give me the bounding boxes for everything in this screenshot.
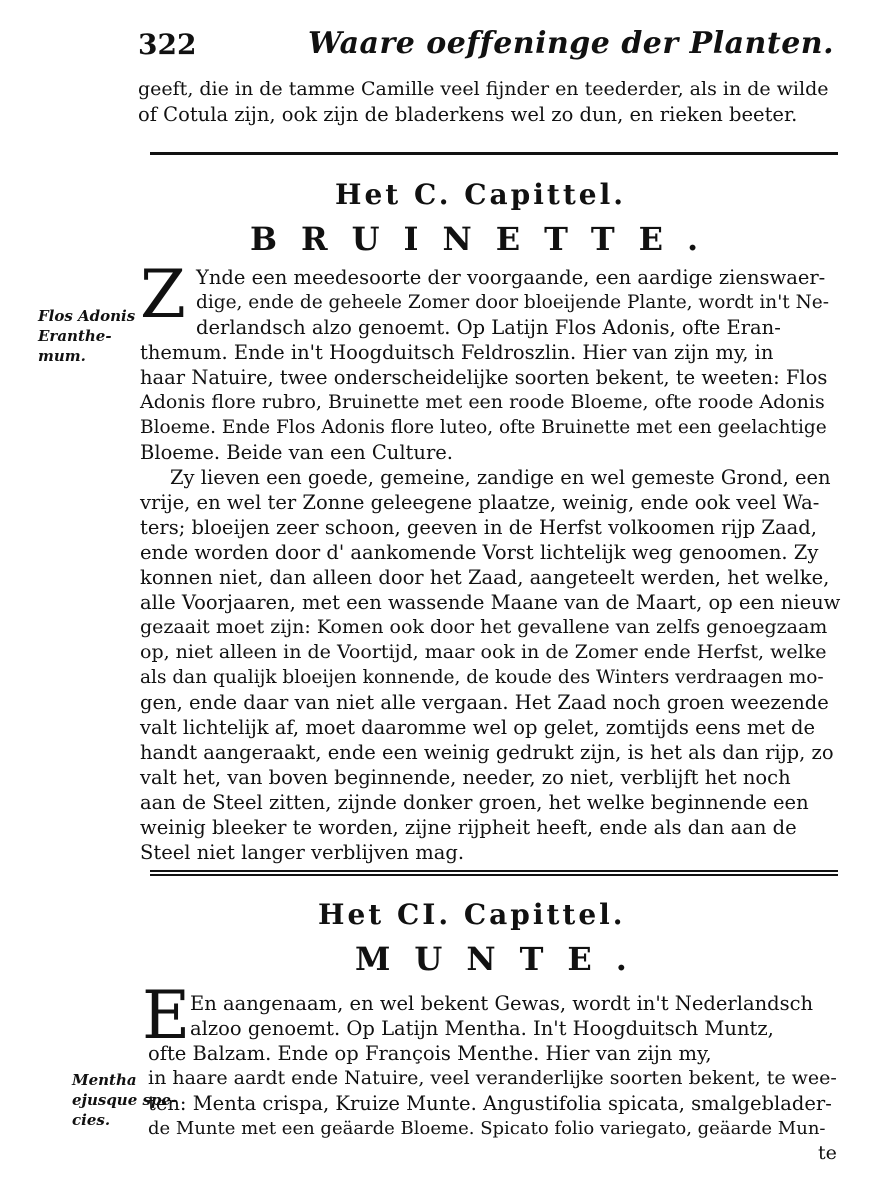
- text-line: alle Voorjaaren, met een wassende Maane van de Maart, op een nieuw: [140, 591, 841, 614]
- text-line: ende worden door d' aankomende Vorst lichtelijk weg genoomen. Zy: [140, 541, 819, 564]
- intro-line: of Cotula zijn, ook zijn de bladerkens wel zo dun, en rieken beeter.: [138, 103, 798, 126]
- text-line: Ynde een meedesoorte der voorgaande, een aardige zienswaer-: [196, 266, 826, 289]
- text-line: Steel niet langer verblijven mag.: [140, 841, 465, 864]
- page-number: 322: [138, 28, 197, 61]
- text-line: ters; bloeijen zeer schoon, geeven in de Herfst volkoomen rijp Zaad,: [140, 516, 817, 539]
- section-divider: [150, 152, 838, 155]
- drop-cap: Z: [140, 256, 186, 333]
- text-line: haar Natuire, twee onderscheidelijke soorten bekent, te weeten: Flos: [140, 366, 828, 389]
- text-line: Bloeme. Beide van een Culture.: [140, 441, 454, 464]
- text-line: ten: Menta crispa, Kruize Munte. Angustifolia spicata, smalgeblader-: [148, 1092, 832, 1115]
- margin-note-line: Flos Adonis: [38, 307, 136, 325]
- text-line: als dan qualijk bloeijen konnende, de koude des Winters verdraagen mo-: [140, 667, 824, 688]
- text-line: Bloeme. Ende Flos Adonis flore luteo, ofte Bruinette met een geelachtige: [140, 417, 827, 438]
- text-line: alzoo genoemt. Op Latijn Mentha. In't Hoogduitsch Muntz,: [190, 1017, 774, 1040]
- text-line: dige, ende de geheele Zomer door bloeijende Plante, wordt in't Ne-: [196, 292, 829, 313]
- margin-note-line: ejusque spe-: [72, 1091, 178, 1109]
- text-line: gezaait moet zijn: Komen ook door het gevallene van zelfs genoegzaam: [140, 616, 828, 638]
- text-line: vrije, en wel ter Zonne geleegene plaatze, weinig, ende ook veel Wa-: [140, 491, 820, 514]
- margin-note: [38, 306, 135, 366]
- catchword: te: [818, 1142, 837, 1164]
- chapter-title: BRUINETTE.: [250, 220, 723, 258]
- running-title: Waare oeffeninge der Planten.: [308, 26, 835, 61]
- margin-note-line: Mentha: [72, 1071, 137, 1089]
- text-line: op, niet alleen in de Voortijd, maar ook in de Zomer ende Herfst, welke: [140, 641, 827, 663]
- chapter-title: MUNTE.: [355, 940, 651, 978]
- margin-note: [72, 1070, 177, 1130]
- text-line: derlandsch alzo genoemt. Op Latijn Flos Adonis, ofte Eran-: [196, 316, 781, 339]
- text-line: ofte Balzam. Ende op François Menthe. Hier van zijn my,: [148, 1042, 712, 1065]
- text-line: handt aangeraakt, ende een weinig gedrukt zijn, is het als dan rijp, zo: [140, 741, 834, 764]
- text-line: weinig bleeker te worden, zijne rijpheit heeft, ende als dan aan de: [140, 816, 797, 839]
- text-line: valt het, van boven beginnende, needer, zo niet, verblijft het noch: [140, 766, 791, 789]
- text-line: aan de Steel zitten, zijnde donker groen, het welke beginnende een: [140, 791, 809, 814]
- text-line: de Munte met een geäarde Bloeme. Spicato folio variegato, geäarde Mun-: [148, 1118, 826, 1139]
- margin-note-line: cies.: [72, 1111, 111, 1129]
- margin-note-line: mum.: [38, 347, 86, 365]
- page-header: [138, 22, 838, 66]
- chapter-heading: Het C. Capittel.: [335, 178, 626, 211]
- intro-line: geeft, die in de tamme Camille veel fijnder en teederder, als in de wilde: [138, 78, 829, 100]
- text-line: konnen niet, dan alleen door het Zaad, aangeteelt werden, het welke,: [140, 566, 830, 589]
- margin-note-line: Eranthe-: [38, 327, 112, 345]
- drop-cap: E: [142, 977, 191, 1054]
- text-line: valt lichtelijk af, moet daaromme wel op gelet, zomtijds eens met de: [140, 716, 816, 739]
- text-line: in haare aardt ende Natuire, veel veranderlijke soorten bekent, te wee-: [148, 1067, 837, 1089]
- text-line: gen, ende daar van niet alle vergaan. Het Zaad noch groen weezende: [140, 691, 829, 714]
- text-line: En aangenaam, en wel bekent Gewas, wordt in't Nederlandsch: [190, 992, 814, 1015]
- text-line: Zy lieven een goede, gemeine, zandige en wel gemeste Grond, een: [170, 466, 831, 489]
- chapter-heading: Het CI. Capittel.: [318, 898, 626, 931]
- section-divider: [150, 870, 838, 876]
- text-line: Adonis flore rubro, Bruinette met een roode Bloeme, ofte roode Adonis: [140, 391, 825, 413]
- text-line: themum. Ende in't Hoogduitsch Feldroszlin. Hier van zijn my, in: [140, 341, 774, 364]
